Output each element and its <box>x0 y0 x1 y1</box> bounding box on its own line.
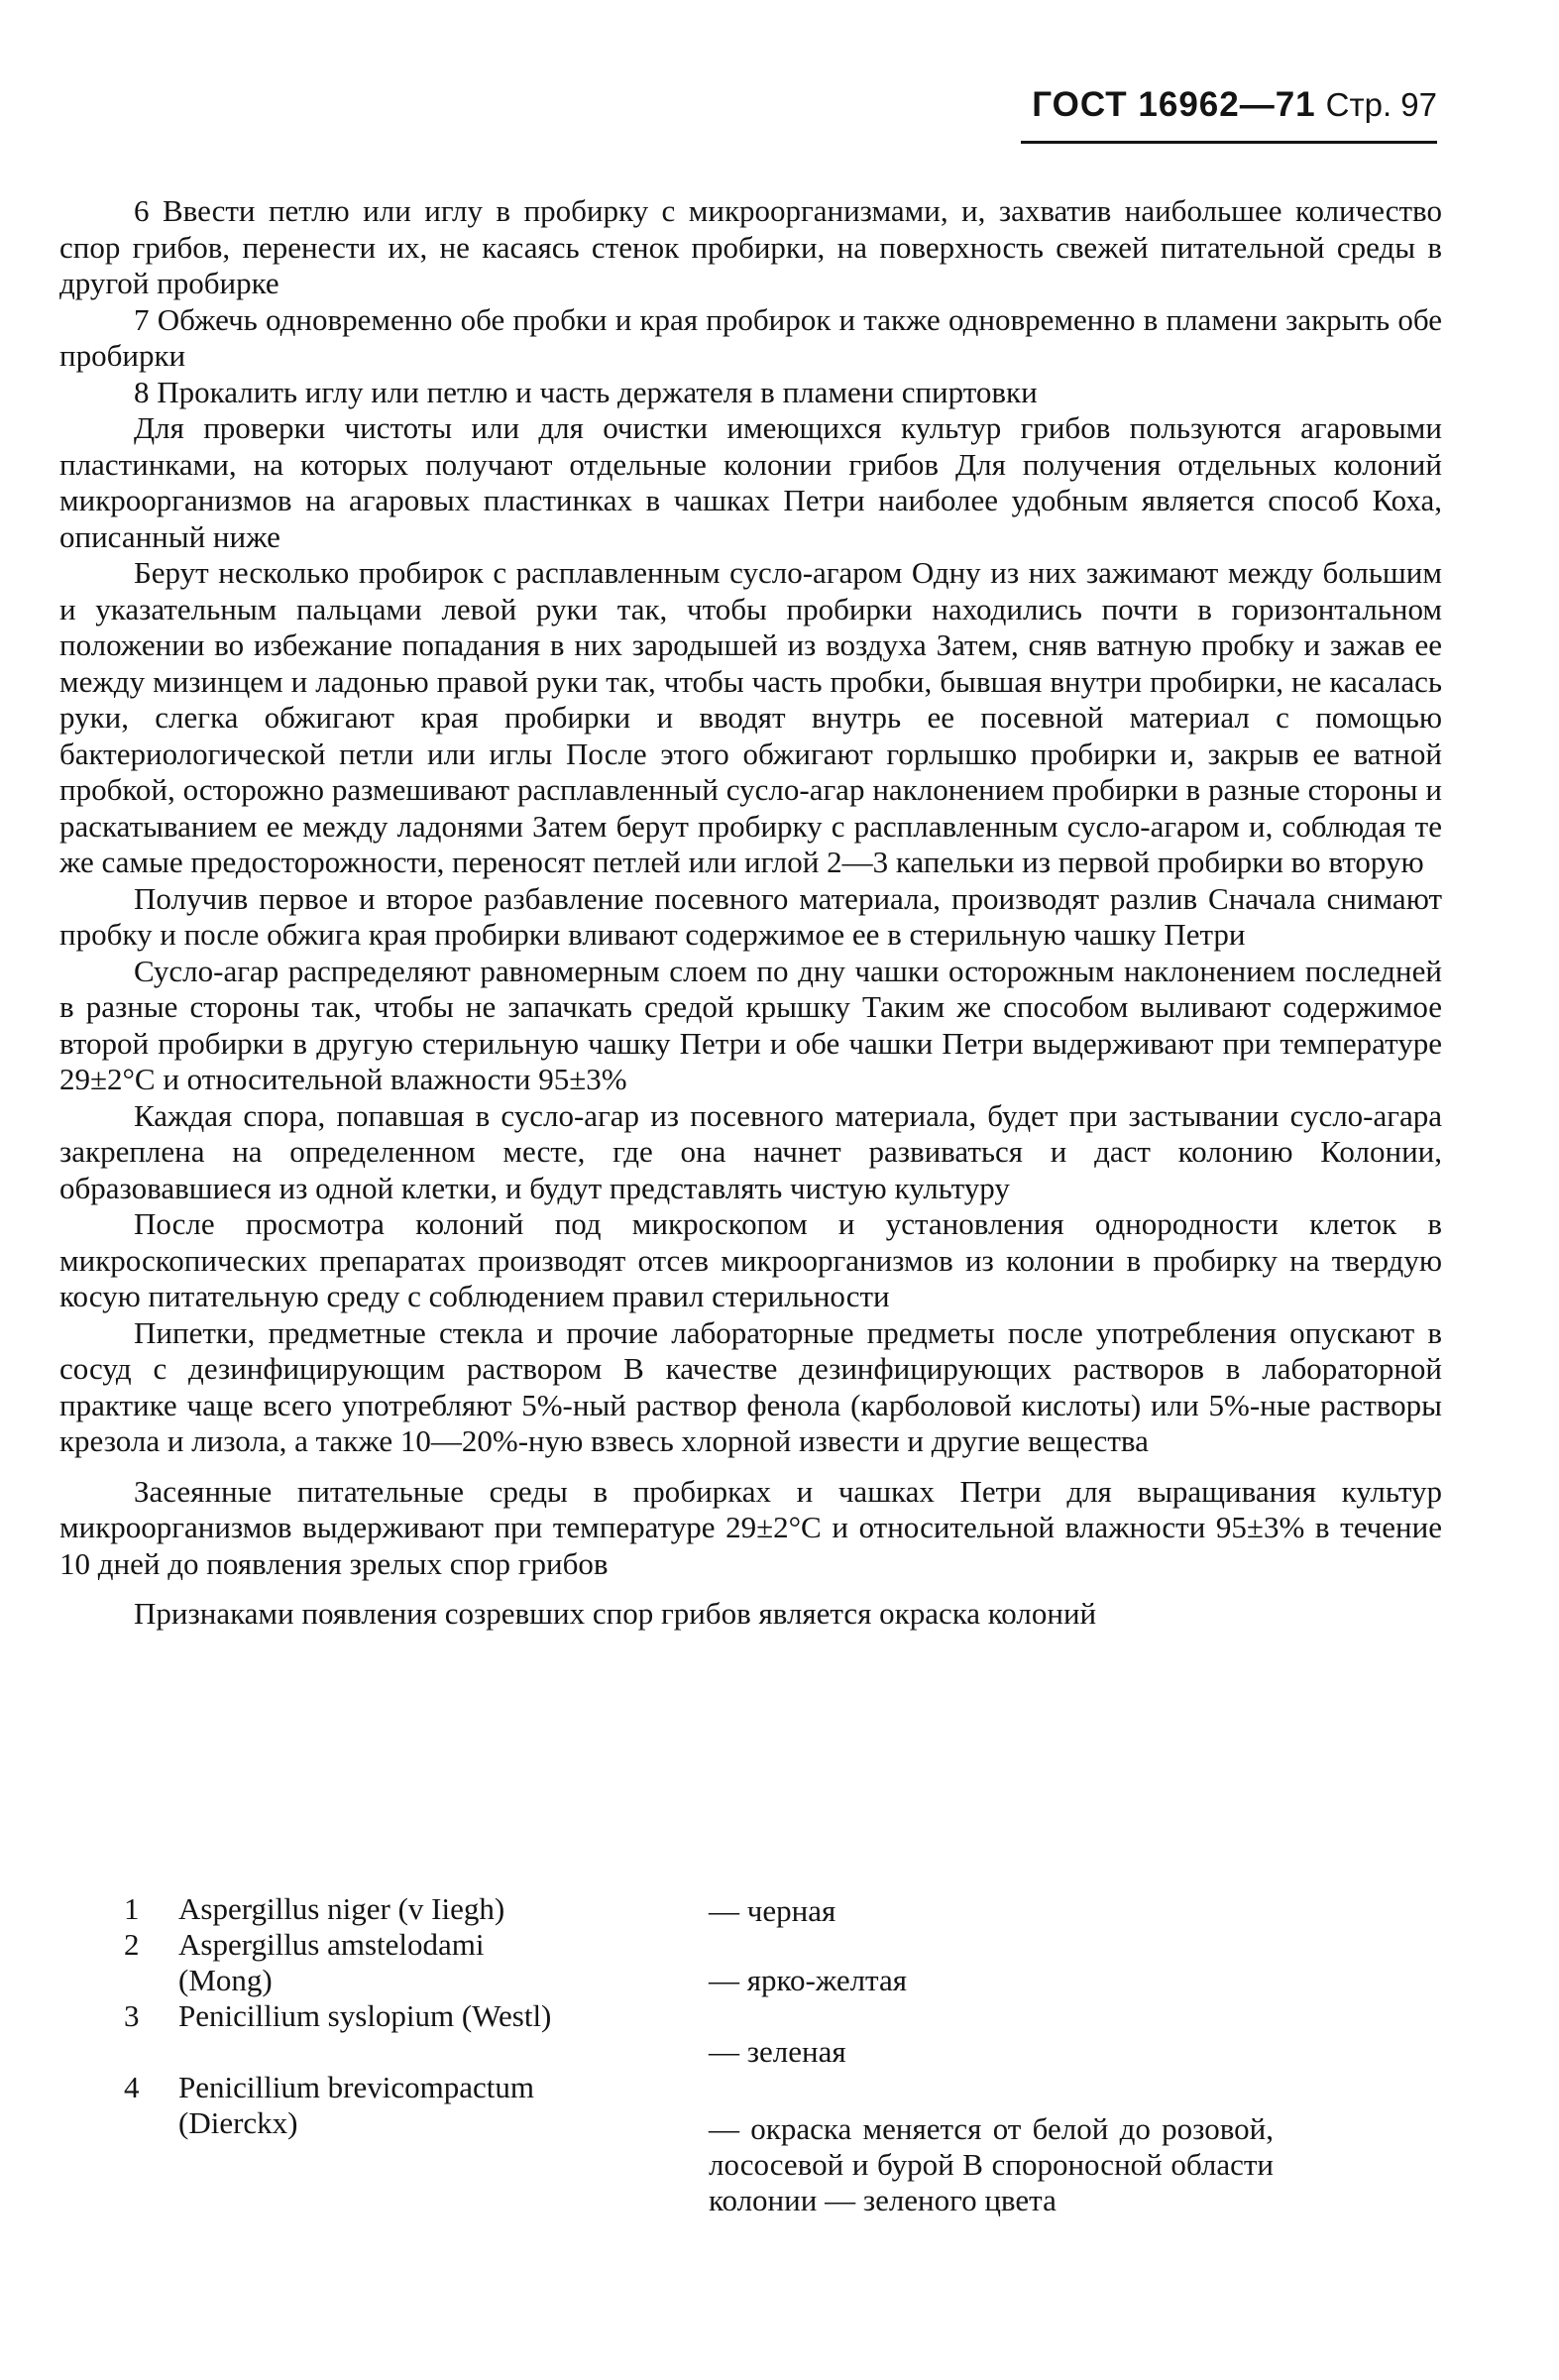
species-number: 4 <box>124 2070 140 2104</box>
species-name: Penicillium brevicompactum (Dierckx) <box>178 2070 534 2140</box>
paragraph-step-6: 6 Ввести петлю или иглу в пробирку с микроорганизмами, и, захватив наибольшее количество спор грибов, перенести их, не касаясь стенок пробирки, на поверхность свежей питательной среды в другой пробирке <box>59 193 1442 300</box>
body-text <box>59 193 1442 1633</box>
list-item <box>124 1998 1452 2070</box>
species-color: — окраска меняется от белой до розовой, лососевой и бурой В спороносной области колонии — зеленого цвета <box>709 2111 1274 2217</box>
paragraph-step-8: 8 Прокалить иглу или петлю и часть держателя в пламени спиртовки <box>134 374 1038 409</box>
list-item <box>124 1927 1452 1998</box>
paragraph-koch-method: Берут несколько пробирок с расплавленным сусло-агаром Одну из них зажимают между большим и указательным пальцами левой руки так, чтобы пробирки находились почти в горизонтальном положении во избежание попадания в них зародышей из воздуха Затем, сняв ватную пробку и зажав ее между мизинцем и ладонью правой руки так, чтобы часть пробки, бывшая внутри пробирки, не касалась руки, слегка обжигают края пробирки и вводят внутрь ее посевной материал с помощью бактериологической петли или иглы После этого обжигают горлышко пробирки и, закрыв ее ватной пробкой, осторожно размешивают расплавленный сусло-агар наклонением пробирки в разные стороны и раскатыванием ее между ладонями Затем берут пробирку с расплавленным сусло-агаром и, соблюдая те же самые предосторожности, переносят петлей или иглой 2—3 капельки из первой пробирки во вторую <box>59 555 1442 879</box>
species-color: — зеленая <box>709 2034 846 2069</box>
paragraph-disinfection: Пипетки, предметные стекла и прочие лабораторные предметы после употребления опускают в сосуд с дезинфицирующим раствором В качестве дезинфицирующих растворов в лабораторной практике чаще всего употребляют 5%-ный раствор фенола (карболовой кислоты) или 5%-ные растворы крезола и лизола, а также 10—20%-ную взвесь хлорной извести и другие вещества <box>59 1314 1442 1458</box>
paragraph-distribution: Сусло-агар распределяют равномерным слоем по дну чашки осторожным наклонением последней в разные стороны так, чтобы не запачкать средой крышку Таким же способом выливают содержимое второй пробирки в другую стерильную чашку Петри и обе чашки Петри выдерживают при температуре 29±2°С и относительной влажности 95±3% <box>59 953 1442 1096</box>
paragraph-spore-colony: Каждая спора, попавшая в сусло-агар из посевного материала, будет при застывании сусло-агара закреплена на определенном месте, где она начнет развиваться и даст колонию Колонии, образовавшиеся из одной клетки, и будут представлять чистую культуру <box>59 1097 1442 1205</box>
species-number: 3 <box>124 1998 140 2033</box>
species-number: 1 <box>124 1891 140 1926</box>
species-color: — черная <box>709 1893 836 1928</box>
species-color: — ярко-желтая <box>709 1963 908 1997</box>
paragraph-step-7: 7 Обжечь одновременно обе пробки и края пробирок и также одновременно в пламени закрыть обе пробирки <box>59 301 1442 373</box>
paragraph-signs: Признаками появления созревших спор грибов является окраска колоний <box>134 1596 1097 1631</box>
list-item <box>124 1891 1452 1927</box>
list-item <box>124 2070 1452 2217</box>
species-name: Aspergillus amstelodami (Mong) <box>178 1927 485 1997</box>
species-name: Penicillium syslopium (Westl) <box>178 1998 552 2033</box>
page-header <box>1021 85 1437 144</box>
paragraph-microscopy: После просмотра колоний под микроскопом и установления однородности клеток в микроскопических препаратах производят отсев микроорганизмов из колонии в пробирку на твердую косую питательную среду с соблюдением правил стерильности <box>59 1206 1442 1313</box>
paragraph-pouring: Получив первое и второе разбавление посевного материала, производят разлив Сначала снимают пробку и после обжига края пробирки вливают содержимое ее в стерильную чашку Петри <box>59 880 1442 952</box>
species-number: 2 <box>124 1927 140 1962</box>
document-code: ГОСТ 16962—71 <box>1032 85 1316 124</box>
paragraph-incubation: Засеянные питательные среды в пробирках и чашках Петри для выращивания культур микроорганизмов выдерживают при температуре 29±2°С и относительной влажности 95±3% в течение 10 дней до появления зрелых спор грибов <box>59 1473 1442 1581</box>
species-name: Aspergillus niger (v Iiegh) <box>178 1891 505 1926</box>
species-list <box>124 1891 1452 2217</box>
page-number: Стр. 97 <box>1325 86 1437 123</box>
paragraph-agar-plates: Для проверки чистоты или для очистки имеющихся культур грибов пользуются агаровыми пластинками, на которых получают отдельные колонии грибов Для получения отдельных колоний микроорганизмов на агаровых пластинках в чашках Петри наиболее удобным является способ Коха, описанный ниже <box>59 410 1442 554</box>
